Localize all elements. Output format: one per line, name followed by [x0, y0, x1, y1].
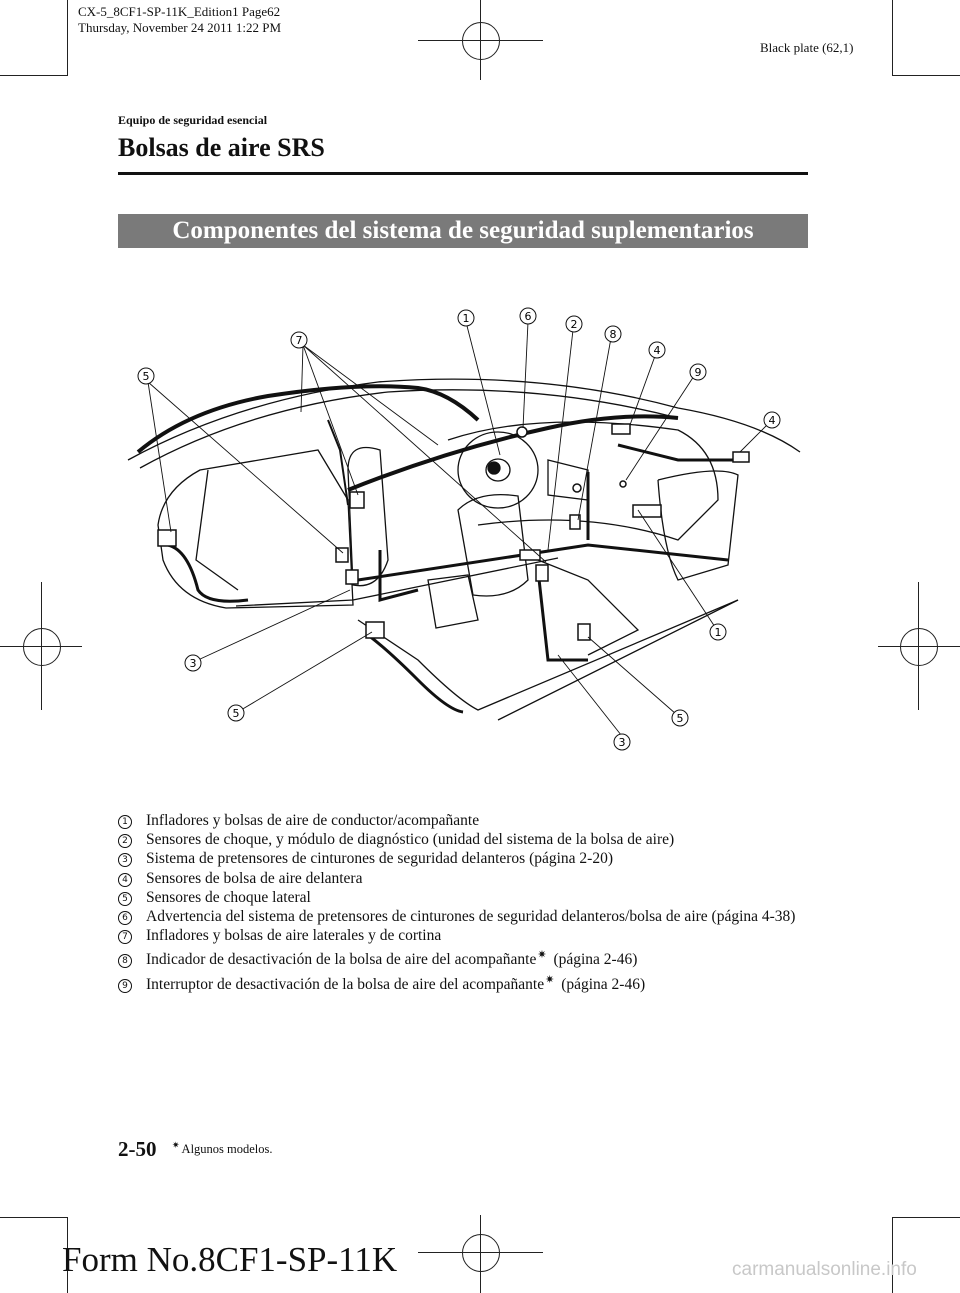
- callout-2: [566, 316, 582, 332]
- svg-text:6: 6: [524, 310, 532, 323]
- print-header-plate: Black plate (62,1): [760, 40, 854, 55]
- legend-item: [118, 945, 808, 969]
- number-badge: 9: [118, 979, 132, 993]
- page-title: Bolsas de aire SRS: [118, 133, 325, 162]
- legend-text: Sistema de pretensores de cinturones de seguridad delanteros (página 2-20): [146, 850, 613, 868]
- svg-text:5: 5: [676, 712, 684, 725]
- svg-text:3: 3: [618, 736, 626, 749]
- number-badge: 8: [118, 954, 132, 968]
- vehicle-outline: [128, 379, 800, 720]
- callout-1-bottom: [710, 624, 726, 640]
- number-badge: 6: [118, 911, 132, 925]
- callout-7: [291, 332, 307, 348]
- callout-3-left: [185, 655, 201, 671]
- legend-item: [118, 849, 808, 868]
- svg-text:8: 8: [609, 328, 617, 341]
- number-badge: 2: [118, 834, 132, 848]
- number-badge: 1: [118, 815, 132, 829]
- legend-item: [118, 907, 808, 926]
- legend-page-ref: (página 2-46): [557, 975, 646, 993]
- star-icon: ✷: [537, 948, 547, 962]
- legend-text: Sensores de choque lateral: [146, 888, 311, 906]
- callout-6: [520, 308, 536, 324]
- leader-lines: [148, 322, 768, 740]
- form-number: Form No.8CF1-SP-11K: [62, 1240, 398, 1279]
- callout-5-right: [672, 710, 688, 726]
- legend-text: Indicador de desactivación de la bolsa de aire del acompañante: [146, 951, 537, 969]
- srs-components-illustration: [118, 300, 818, 760]
- callout-markers: [138, 308, 780, 750]
- legend-item: [118, 970, 808, 994]
- footnote-text: Algunos modelos.: [181, 1142, 273, 1156]
- callout-9: [690, 364, 706, 380]
- svg-text:1: 1: [714, 626, 722, 639]
- callout-4-right: [764, 412, 780, 428]
- page-number: 2-50: [118, 1137, 157, 1161]
- title-rule: [118, 172, 808, 175]
- svg-text:5: 5: [232, 707, 240, 720]
- number-badge: 5: [118, 892, 132, 906]
- number-badge: 7: [118, 930, 132, 944]
- legend-item: [118, 830, 808, 849]
- callout-5-left: [138, 368, 154, 384]
- legend-page-ref: (página 2-46): [549, 951, 638, 969]
- section-band-title: Componentes del sistema de seguridad suplementarios: [118, 214, 808, 248]
- legend-text: Advertencia del sistema de pretensores de cinturones de seguridad delanteros/bolsa de aire (página 4-38): [146, 908, 796, 926]
- legend-text: Sensores de bolsa de aire delantera: [146, 869, 363, 887]
- legend-item: [118, 888, 808, 907]
- svg-text:9: 9: [694, 366, 702, 379]
- svg-text:7: 7: [295, 334, 303, 347]
- legend-text: Sensores de choque, y módulo de diagnóstico (unidad del sistema de la bolsa de aire): [146, 831, 675, 849]
- legend-text: Infladores y bolsas de aire de conductor/acompañante: [146, 812, 480, 829]
- legend-item: [118, 869, 808, 888]
- legend-item: [118, 926, 808, 945]
- footnote: [172, 1141, 273, 1157]
- svg-text:4: 4: [653, 344, 661, 357]
- star-icon: ✷: [545, 972, 555, 986]
- svg-text:2: 2: [570, 318, 578, 331]
- number-badge: 4: [118, 873, 132, 887]
- svg-text:1: 1: [462, 312, 470, 325]
- component-legend: [118, 811, 808, 994]
- legend-item: [118, 811, 808, 830]
- star-icon: ✷: [172, 1141, 180, 1151]
- print-header-date: Thursday, November 24 2011 1:22 PM: [78, 20, 282, 35]
- section-label: Equipo de seguridad esencial: [118, 113, 268, 127]
- number-badge: 3: [118, 853, 132, 867]
- callout-8: [605, 326, 621, 342]
- svg-text:4: 4: [768, 414, 776, 427]
- svg-text:3: 3: [189, 657, 197, 670]
- callout-3-right: [614, 734, 630, 750]
- svg-text:5: 5: [142, 370, 150, 383]
- legend-text: Interruptor de desactivación de la bolsa de aire del acompañante: [146, 975, 545, 993]
- callout-5-bottom: [228, 705, 244, 721]
- watermark: carmanualsonline.info: [732, 1259, 917, 1280]
- callout-1-top: [458, 310, 474, 326]
- legend-text: Infladores y bolsas de aire laterales y de cortina: [146, 927, 442, 945]
- callout-4-top: [649, 342, 665, 358]
- print-header-file: CX-5_8CF1-SP-11K_Edition1 Page62: [78, 4, 281, 19]
